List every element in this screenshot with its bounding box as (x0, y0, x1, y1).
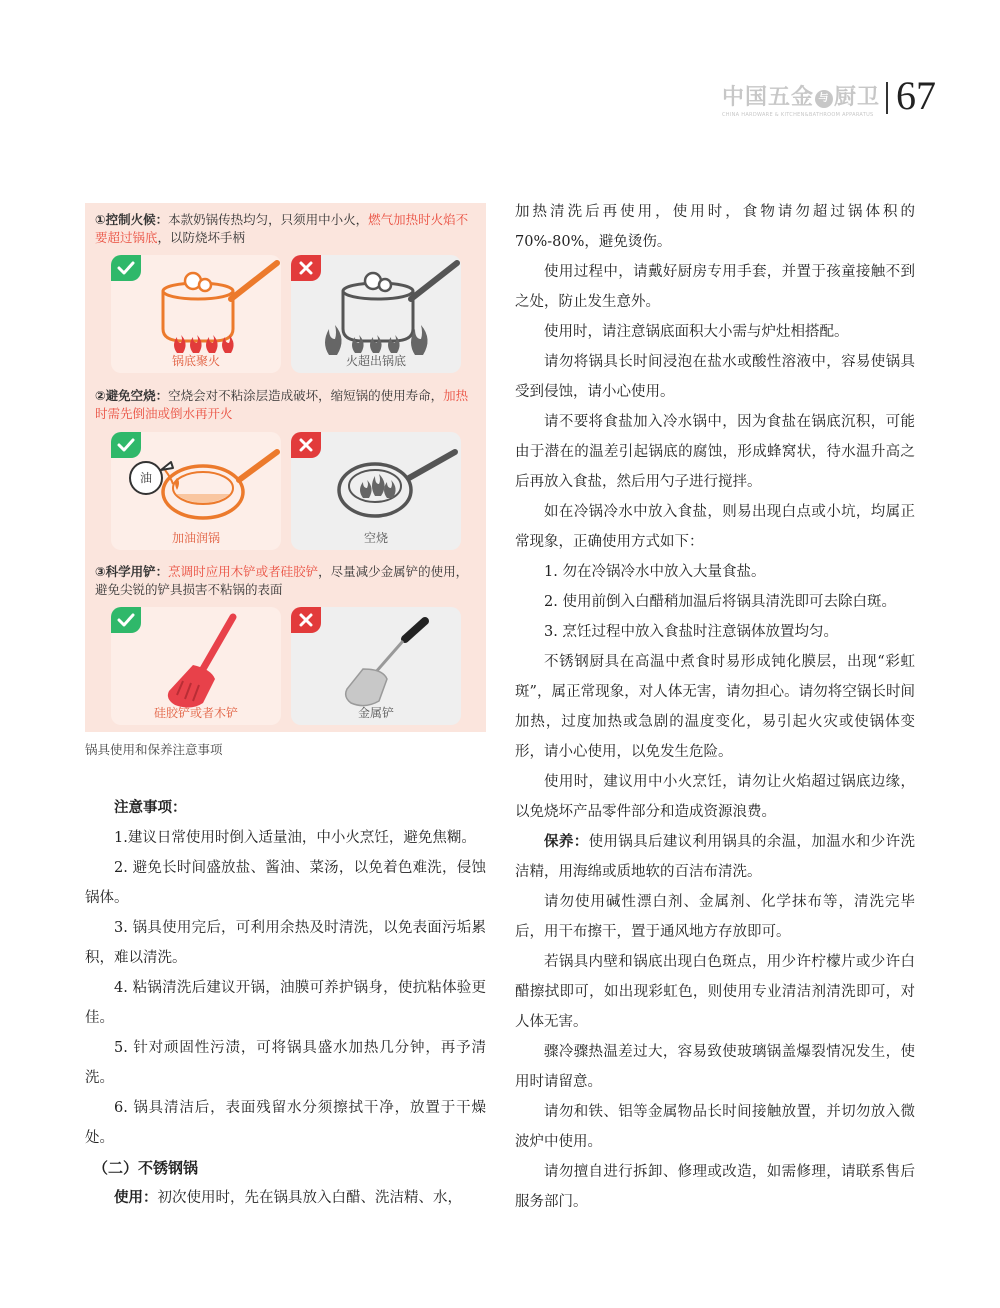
paragraph: 使用时，建议用中小火烹饪，请勿让火焰超过锅底边缘，以免烧坏产品零件部分和造成资源浪费。 (515, 774, 915, 820)
card-label: 金属铲 (357, 706, 394, 720)
figure-caption: 锅具使用和保养注意事项 (85, 742, 223, 757)
card-label: 空烧 (363, 531, 388, 545)
paragraph: 请勿擅自进行拆卸、修理或改造，如需修理，请联系售后服务部门。 (515, 1164, 915, 1210)
note-item: 1.建议日常使用时倒入适量油，中小火烹饪，避免焦糊。 (114, 830, 476, 846)
card-silicone-spatula (111, 607, 281, 725)
check-icon (111, 255, 141, 281)
logo-circle-mark: 与 (815, 90, 833, 108)
care-paragraph: 保养：使用锅具后建议利用锅具的余温，加温水和少许洗洁精，用海绵或质地软的百洁布清洗。 (515, 833, 915, 880)
check-icon (111, 432, 141, 458)
paragraph: 加热清洗后再使用，使用时，食物请勿超过锅体积的70%-80%，避免烫伤。 (515, 204, 915, 250)
note-item: 6. 锅具清洁后，表面残留水分须擦拭干净，放置于干燥处。 (85, 1100, 486, 1146)
paragraph: 若锅具内壁和锅底出现白色斑点，用少许柠檬片或少许白醋擦拭即可，如出现彩虹色，则使用专业清洁剂清洗即可，对人体无害。 (515, 954, 915, 1030)
header-divider (886, 82, 888, 114)
figure-section-2-text: ②避免空烧：空烧会对不粘涂层造成破坏，缩短锅的使用寿命，加热时需先倒油或倒水再开火 (95, 388, 469, 421)
list-item: 3. 烹饪过程中放入食盐时注意锅体放置均匀。 (544, 624, 838, 640)
paragraph: 请勿使用碱性漂白剂、金属剂、化学抹布等，清洗完毕后，用干布擦干，置于通风地方存放即可。 (515, 894, 915, 940)
cross-icon (291, 432, 321, 458)
note-item: 4. 粘锅清洗后建议开锅，油膜可养护锅身，使抗粘体验更佳。 (85, 980, 486, 1026)
right-column (515, 197, 915, 1217)
logo-title: 中国五金 与 厨卫 (722, 85, 881, 110)
card-flame-over-pan (291, 255, 461, 373)
cross-icon (291, 607, 321, 633)
notes-title: 注意事项： (114, 799, 187, 816)
section-heading: （二）不锈钢锅 (93, 1159, 199, 1177)
note-item: 2. 避免长时间盛放盐、酱油、菜汤，以免着色难洗，侵蚀锅体。 (85, 860, 486, 906)
oil-bottle-tag: 油 (139, 471, 152, 485)
card-flame-under-pan (111, 255, 281, 373)
note-item: 3. 锅具使用完后，可利用余热及时清洗，以免表面污垢累积，难以清洗。 (85, 920, 486, 966)
paragraph: 请勿和铁、铝等金属物品长时间接触放置，并切勿放入微波炉中使用。 (515, 1104, 915, 1150)
paragraph: 使用时，请注意锅底面积大小需与炉灶相搭配。 (544, 324, 849, 340)
cookware-usage-figure (85, 203, 486, 732)
list-item: 1. 勿在冷锅冷水中放入大量食盐。 (544, 564, 766, 580)
figure-section-3-text: ③科学用铲：烹调时应用木铲或者硅胶铲，尽量减少金属铲的使用，避免尖锐的铲具损害不粘锅的表面 (95, 564, 469, 597)
usage-paragraph: 使用：初次使用时，先在锅具放入白醋、洗洁精、水， (114, 1189, 462, 1206)
paragraph: 使用过程中，请戴好厨房专用手套，并置于孩童接触不到之处，防止发生意外。 (515, 264, 915, 310)
page-number: 67 (896, 73, 936, 118)
card-label: 火超出锅底 (345, 354, 406, 368)
paragraph: 请勿将锅具长时间浸泡在盐水或酸性溶液中，容易使锅具受到侵蚀，请小心使用。 (515, 354, 915, 400)
card-label: 锅底聚火 (171, 354, 220, 368)
figure-section-1-text: ①控制火候：本款奶锅传热均匀，只须用中小火，燃气加热时火焰不要超过锅底，以防烧坏手柄 (95, 212, 469, 245)
card-label: 硅胶铲或者木铲 (153, 706, 238, 720)
paragraph: 如在冷锅冷水中放入食盐，则易出现白点或小坑，均属正常现象，正确使用方式如下： (515, 504, 915, 550)
note-item: 5. 针对顽固性污渍，可将锅具盛水加热几分钟，再予清洗。 (85, 1040, 486, 1086)
logo-subtitle: CHINA HARDWARE & KITCHEN&BATHROOM APPARATUS (722, 112, 874, 118)
paragraph: 不锈钢厨具在高温中煮食时易形成钝化膜层，出现“彩虹斑”，属正常现象，对人体无害，请勿担心。请勿将空锅长时间加热，过度加热或急剧的温度变化，易引起火灾或使锅体变形，请小心使用，以免发生危险。 (515, 654, 915, 760)
check-icon (111, 607, 141, 633)
card-oil-the-pan (111, 432, 281, 550)
list-item: 2. 使用前倒入白醋稍加温后将锅具清洗即可去除白斑。 (544, 594, 896, 610)
card-empty-burning (291, 432, 461, 550)
card-label: 加油润锅 (171, 531, 220, 545)
paragraph: 骤冷骤热温差过大，容易致使玻璃锅盖爆裂情况发生，使用时请留意。 (515, 1044, 915, 1090)
cross-icon (291, 255, 321, 281)
card-metal-spatula (291, 607, 461, 725)
magazine-logo (722, 80, 881, 120)
paragraph: 请不要将食盐加入冷水锅中，因为食盐在锅底沉积，可能由于潜在的温差引起锅底的腐蚀，形成蜂窝状，待水温升高之后再放入食盐，然后用勺子进行搅拌。 (515, 414, 915, 490)
left-column (85, 793, 486, 1213)
